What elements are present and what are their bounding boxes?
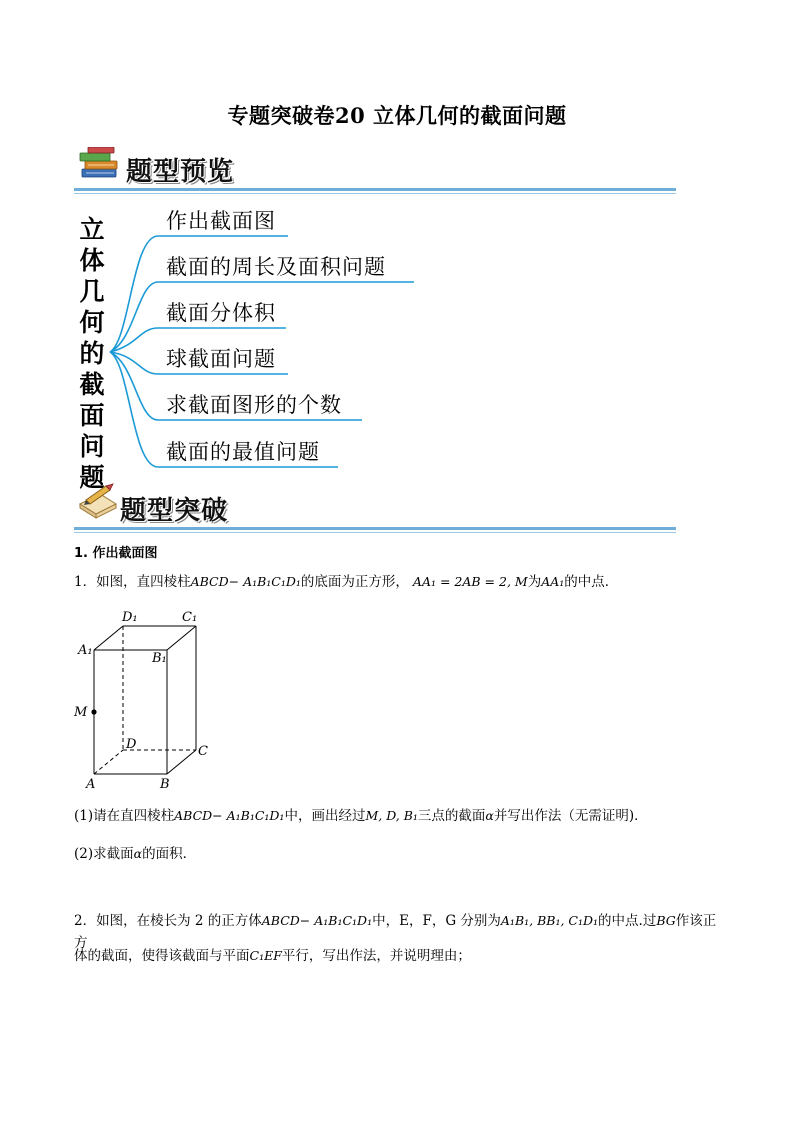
label-m: M — [74, 705, 88, 720]
branch-1: 作出截面图 — [166, 209, 276, 233]
sub1-prism: ABCD− A₁B₁C₁D₁ — [174, 808, 285, 823]
q2-text: 作该正方 — [74, 913, 717, 951]
label-a1: A₁ — [78, 643, 93, 658]
label-b: B — [160, 777, 170, 792]
sub1-text: 中，画出经过 — [284, 808, 366, 824]
root-char: 何 — [79, 308, 105, 337]
sub2-text: 的面积． — [142, 846, 197, 862]
root-char: 截 — [79, 370, 105, 399]
q1-text: 的中点． — [564, 574, 619, 590]
section-label-breakthrough: 题型突破 — [120, 496, 229, 526]
label-b1: B₁ — [152, 651, 167, 666]
label-d1: D₁ — [122, 610, 138, 625]
sub2-alpha: α — [133, 846, 143, 861]
q1-text: 为 — [527, 574, 542, 590]
q2-text: 2．如图，在棱长为 2 的正方体 — [74, 913, 262, 929]
q1-condition: AA₁ = 2AB = 2, M — [412, 574, 528, 589]
page-title: 专题突破卷20 立体几何的截面问题 — [227, 103, 567, 128]
label-d: D — [126, 737, 137, 752]
branch-4: 球截面问题 — [166, 347, 276, 371]
q2-segments: A₁B₁, BB₁, C₁D₁ — [500, 913, 599, 928]
q2-text: 的中点.过 — [598, 913, 657, 929]
part-heading: 1. 作出截面图 — [74, 546, 158, 561]
root-char: 几 — [79, 277, 105, 306]
q1-text: 的底面为正方形， — [300, 574, 409, 590]
mindmap-connectors — [0, 0, 794, 480]
root-char: 体 — [79, 246, 105, 275]
q2-plane: C₁EF — [249, 948, 282, 963]
sub1-text: 三点的截面 — [417, 808, 486, 824]
q2-text: 体的截面，使得该截面与平面 — [74, 948, 250, 964]
q1-prism: ABCD− A₁B₁C₁D₁ — [190, 574, 301, 589]
q2-text: 平行，写出作法，并说明理由； — [281, 948, 471, 964]
branch-3: 截面分体积 — [166, 301, 276, 325]
root-char: 的 — [79, 339, 105, 368]
root-char: 立 — [79, 215, 105, 244]
label-c: C — [198, 744, 208, 759]
q1-segment: AA₁ — [541, 574, 565, 589]
notebook-pencil-icon — [76, 482, 120, 522]
sub2-text: (2)求截面 — [74, 846, 134, 862]
sub1-points: M, D, B₁ — [365, 808, 418, 823]
q2-text: 中，E，F，G 分别为 — [372, 913, 501, 929]
sub1-text: (1)请在直四棱柱 — [74, 808, 175, 824]
q2-cube: ABCD− A₁B₁C₁D₁ — [261, 913, 373, 928]
prism-figure — [70, 604, 230, 794]
root-char: 面 — [79, 401, 105, 430]
sub1-alpha: α — [485, 808, 494, 823]
q1-text: 1．如图，直四棱柱 — [74, 574, 191, 590]
section-header-breakthrough — [74, 482, 676, 532]
section-label-preview: 题型预览 — [126, 157, 235, 187]
question-1-part-1 — [74, 805, 648, 827]
branch-2: 截面的周长及面积问题 — [166, 255, 386, 279]
q2-segment: BG — [656, 913, 676, 928]
root-char: 题 — [79, 463, 105, 492]
question-2-line-2 — [74, 945, 471, 967]
question-1 — [74, 571, 618, 593]
branch-5: 求截面图形的个数 — [166, 393, 342, 417]
branch-6: 截面的最值问题 — [166, 440, 320, 464]
label-c1: C₁ — [182, 610, 198, 625]
question-1-part-2 — [74, 843, 196, 865]
root-char: 问 — [79, 432, 105, 461]
sub1-text: 并写出作法（无需证明)． — [493, 808, 648, 824]
label-a: A — [86, 777, 96, 792]
